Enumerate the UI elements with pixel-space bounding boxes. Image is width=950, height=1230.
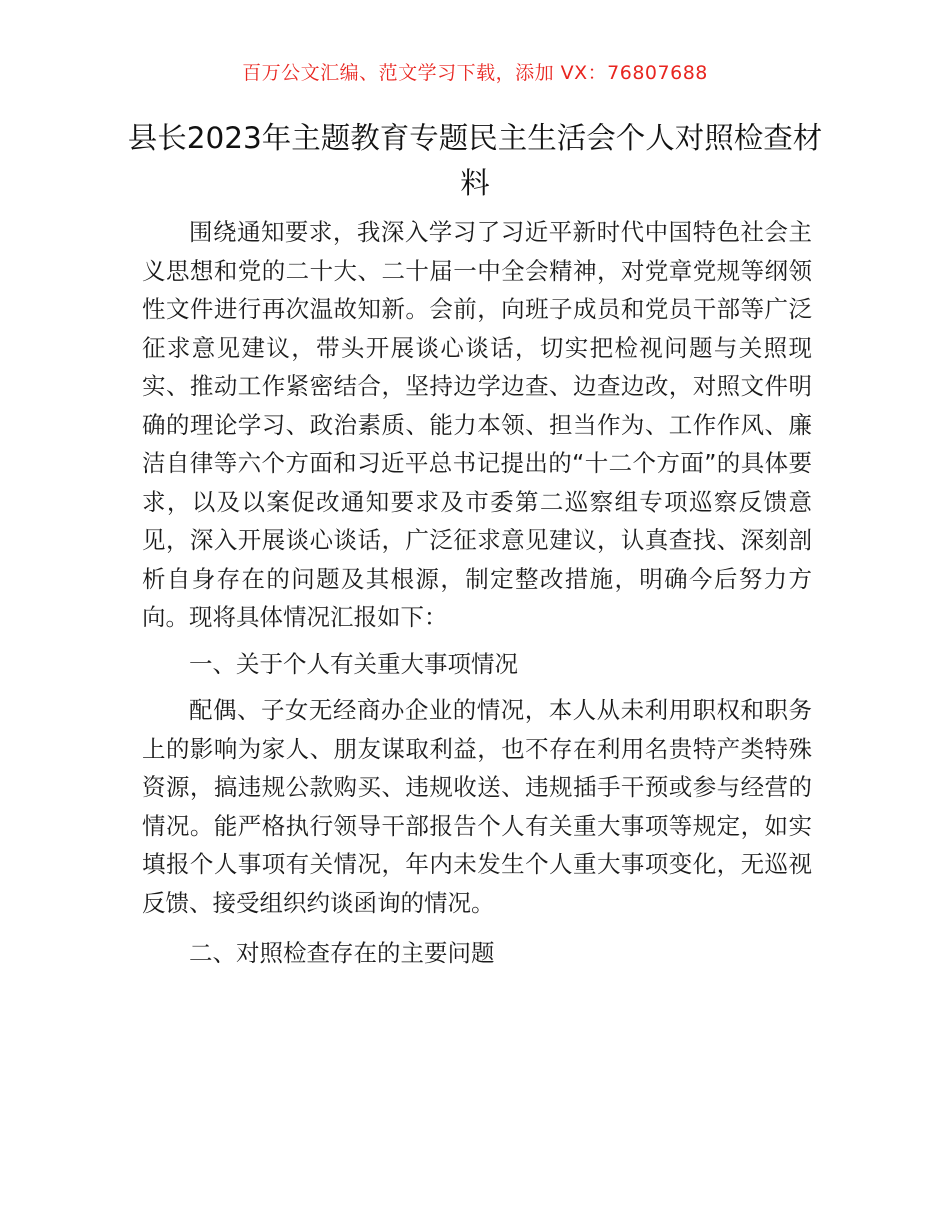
section-1-heading: 一、关于个人有关重大事项情况 — [189, 649, 518, 678]
section-1-paragraph: 配偶、子女无经商办企业的情况，本人从未利用职权和职务上的影响为家人、朋友谋取利益，也不存在利用名贵特产类特殊资源，搞违规公款购买、违规收送、违规插手干预或参与经营的情况。能严格执行领导干部报告个人有关重大事项等规定，如实填报个人事项有关情况，年内未发生个人重大事项变化，无巡视反馈、接受组织约谈函询的情况。 — [142, 696, 812, 917]
section-2-heading: 二、对照检查存在的主要问题 — [189, 939, 495, 967]
header-contact-note: 百万公文汇编、范文学习下载，添加 VX：76807688 — [242, 62, 708, 84]
document-body — [142, 213, 812, 981]
document-title: 县长2023年主题教育专题民主生活会个人对照检查材料 — [127, 121, 823, 200]
intro-paragraph: 围绕通知要求，我深入学习了习近平新时代中国特色社会主义思想和党的二十大、二十届一中全会精神，对党章党规等纲领性文件进行再次温故知新。会前，向班子成员和党员干部等广泛征求意见建议，带头开展谈心谈话，切实把检视问题与关照现实、推动工作紧密结合，坚持边学边查、边查边改，对照文件明确的理论学习、政治素质、能力本领、担当作为、工作作风、廉洁自律等六个方面和习近平总书记提出的“十二个方面”的具体要求，以及以案促改通知要求及市委第二巡察组专项巡察反馈意见，深入开展谈心谈话，广泛征求意见建议，认真查找、深刻剖析自身存在的问题及其根源，制定整改措施，明确今后努力方向。现将具体情况汇报如下： — [142, 218, 812, 631]
